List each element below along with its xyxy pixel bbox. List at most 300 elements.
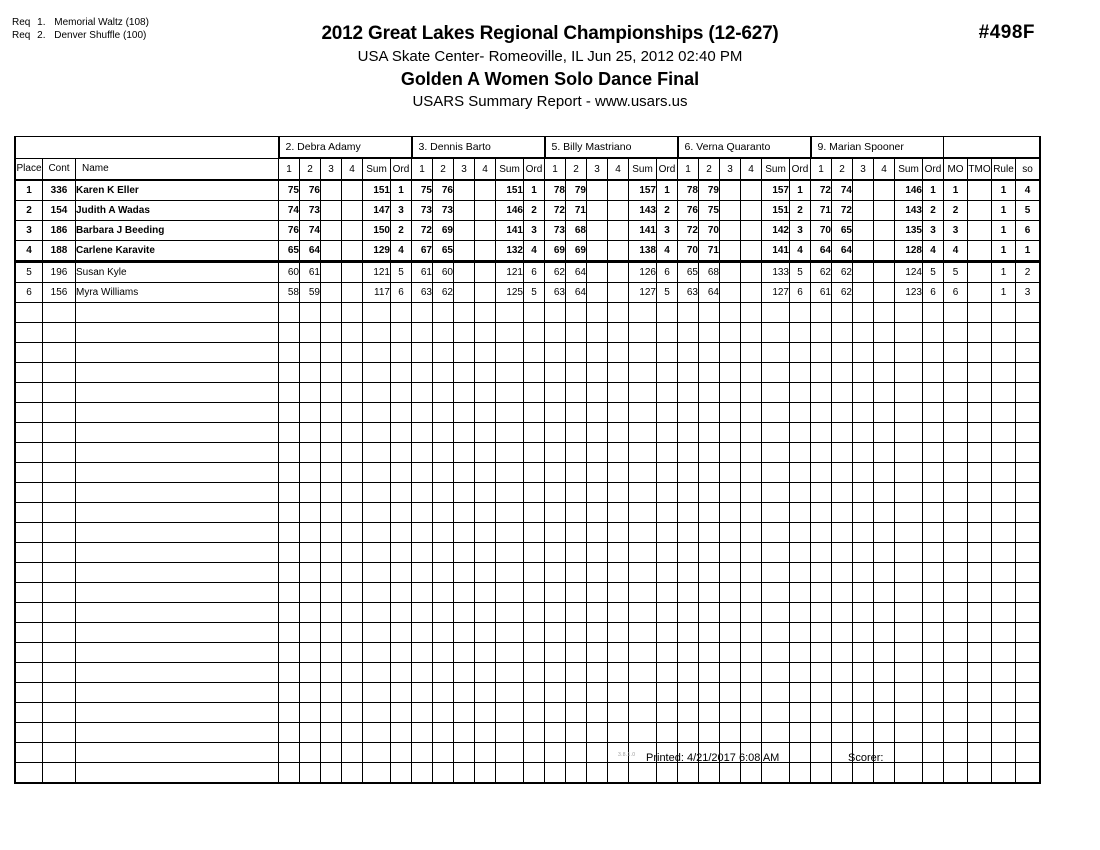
cell-mark-3-j3 [587,283,608,303]
empty-cell [720,723,741,743]
cell-mark-1-j4: 70 [678,241,699,262]
empty-cell [832,623,853,643]
cell-mark-3-j4 [720,201,741,221]
header-ord-j1: Ord [391,158,412,180]
tail-header-spacer [944,137,1041,159]
empty-cell [524,403,545,423]
empty-cell [790,423,811,443]
empty-cell [811,543,832,563]
judge-names-row [15,137,1040,159]
event-title: 2012 Great Lakes Regional Championships (12-627) [321,23,779,44]
empty-row [15,543,1040,563]
empty-cell [657,583,678,603]
empty-cell [587,403,608,423]
empty-cell [968,343,992,363]
empty-cell [587,523,608,543]
cell-ord-j1: 1 [391,180,412,201]
empty-cell [342,523,363,543]
empty-cell [433,763,454,784]
empty-cell [678,343,699,363]
empty-cell [992,383,1016,403]
empty-cell [853,443,874,463]
empty-cell [968,663,992,683]
empty-cell [475,383,496,403]
empty-cell [741,583,762,603]
cell-ord-j4: 3 [790,221,811,241]
empty-cell [790,623,811,643]
empty-cell [992,663,1016,683]
empty-cell [608,343,629,363]
empty-cell [853,623,874,643]
empty-cell [741,663,762,683]
empty-cell [720,423,741,443]
empty-cell [321,383,342,403]
judge-name-header-4: 6. Verna Quaranto [678,137,811,159]
empty-cell [678,323,699,343]
empty-cell [895,663,923,683]
empty-cell [629,763,657,784]
empty-cell [657,563,678,583]
requirement-label: Req [12,17,31,28]
empty-cell [342,623,363,643]
cell-mark-3-j4 [720,241,741,262]
empty-cell [853,383,874,403]
empty-row [15,523,1040,543]
judge-name-header-1: 2. Debra Adamy [279,137,412,159]
requirement-number: 2. [37,30,46,41]
empty-cell [321,763,342,784]
empty-cell [391,463,412,483]
empty-cell [1016,603,1041,623]
empty-cell [496,743,524,763]
empty-cell [790,343,811,363]
cell-mark-4-j2 [475,241,496,262]
empty-cell [475,523,496,543]
empty-cell [279,323,300,343]
empty-cell [391,303,412,323]
cell-mark-4-j2 [475,201,496,221]
empty-cell [391,443,412,463]
empty-cell [608,323,629,343]
cell-mark-4-j3 [608,262,629,283]
empty-cell [566,503,587,523]
empty-cell [762,383,790,403]
empty-cell [15,303,43,323]
empty-cell [629,723,657,743]
empty-cell [391,703,412,723]
empty-cell [853,303,874,323]
cell-mark-1-j1: 60 [279,262,300,283]
empty-cell [832,303,853,323]
empty-cell [853,403,874,423]
empty-cell [720,503,741,523]
empty-row [15,723,1040,743]
empty-cell [76,423,279,443]
header-rule: Rule [992,158,1016,180]
cell-mark-3-j2 [454,180,475,201]
empty-cell [43,603,76,623]
empty-cell [853,763,874,784]
empty-cell [923,463,944,483]
empty-cell [720,583,741,603]
cell-ord-j2: 6 [524,262,545,283]
cell-mark-1-j5: 62 [811,262,832,283]
empty-cell [811,423,832,443]
empty-cell [433,643,454,663]
empty-cell [342,303,363,323]
cell-mark-3-j1 [321,180,342,201]
empty-cell [832,343,853,363]
empty-cell [657,643,678,663]
cell-sum-j5: 135 [895,221,923,241]
cell-skater-name: Karen K Eller [76,180,279,201]
empty-row [15,703,1040,723]
empty-row [15,463,1040,483]
empty-cell [968,543,992,563]
empty-cell [874,383,895,403]
empty-cell [496,323,524,343]
empty-cell [496,383,524,403]
empty-cell [678,523,699,543]
empty-cell [15,343,43,363]
empty-cell [895,423,923,443]
empty-cell [832,443,853,463]
empty-cell [811,483,832,503]
empty-cell [279,543,300,563]
empty-cell [968,643,992,663]
empty-cell [15,743,43,763]
cell-skater-name: Barbara J Beeding [76,221,279,241]
empty-cell [608,523,629,543]
empty-cell [678,643,699,663]
empty-cell [43,403,76,423]
empty-cell [545,443,566,463]
empty-cell [992,743,1016,763]
empty-cell [895,303,923,323]
empty-cell [524,583,545,603]
cell-mark-1-j3: 72 [545,201,566,221]
empty-cell [391,523,412,543]
empty-cell [363,543,391,563]
empty-cell [699,583,720,603]
empty-cell [832,763,853,784]
empty-cell [923,583,944,603]
empty-cell [300,483,321,503]
empty-cell [811,443,832,463]
empty-cell [363,763,391,784]
empty-cell [895,723,923,743]
cell-mark-4-j4 [741,221,762,241]
empty-cell [1016,343,1041,363]
empty-cell [832,423,853,443]
empty-cell [853,703,874,723]
empty-cell [762,303,790,323]
cell-tmo [968,262,992,283]
empty-cell [433,743,454,763]
cell-mark-4-j2 [475,283,496,303]
empty-cell [741,483,762,503]
empty-cell [1016,723,1041,743]
empty-cell [496,643,524,663]
empty-cell [678,683,699,703]
cell-mark-2-j1: 59 [300,283,321,303]
empty-cell [992,583,1016,603]
cell-mark-1-j5: 71 [811,201,832,221]
empty-cell [496,543,524,563]
header-mark-1-j5: 1 [811,158,832,180]
empty-cell [874,663,895,683]
empty-cell [412,763,433,784]
empty-cell [454,303,475,323]
empty-cell [566,583,587,603]
empty-cell [433,343,454,363]
empty-cell [1016,383,1041,403]
empty-cell [321,503,342,523]
empty-cell [678,383,699,403]
empty-cell [853,723,874,743]
empty-cell [678,583,699,603]
empty-cell [321,483,342,503]
cell-mark-2-j1: 76 [300,180,321,201]
empty-cell [790,543,811,563]
empty-cell [629,443,657,463]
empty-cell [587,623,608,643]
empty-cell [762,683,790,703]
empty-cell [412,343,433,363]
cell-mark-3-j2 [454,201,475,221]
empty-cell [524,363,545,383]
empty-cell [1016,703,1041,723]
cell-ord-j5: 5 [923,262,944,283]
empty-cell [545,463,566,483]
header-mark-3-j3: 3 [587,158,608,180]
empty-cell [43,323,76,343]
empty-cell [741,363,762,383]
cell-ord-j5: 3 [923,221,944,241]
empty-cell [342,363,363,383]
empty-cell [321,443,342,463]
empty-cell [76,743,279,763]
requirement-number: 1. [37,17,46,28]
empty-cell [720,603,741,623]
empty-cell [629,503,657,523]
cell-place: 4 [15,241,43,262]
skater-row [15,283,1040,303]
empty-cell [762,443,790,463]
empty-cell [895,443,923,463]
empty-cell [678,403,699,423]
empty-cell [76,583,279,603]
empty-cell [412,483,433,503]
empty-cell [923,443,944,463]
empty-cell [923,663,944,683]
empty-cell [433,323,454,343]
empty-cell [923,503,944,523]
cell-mark-4-j3 [608,180,629,201]
empty-cell [321,683,342,703]
empty-cell [657,603,678,623]
empty-row [15,403,1040,423]
cell-sum-j3: 143 [629,201,657,221]
empty-cell [587,363,608,383]
cell-sum-j4: 141 [762,241,790,262]
empty-cell [1016,303,1041,323]
empty-cell [566,643,587,663]
empty-cell [608,643,629,663]
empty-cell [853,603,874,623]
empty-cell [76,683,279,703]
empty-cell [699,363,720,383]
empty-cell [391,423,412,443]
cell-mark-3-j1 [321,262,342,283]
empty-cell [43,643,76,663]
empty-cell [629,523,657,543]
empty-cell [608,423,629,443]
cell-so: 5 [1016,201,1041,221]
cell-mark-4-j4 [741,241,762,262]
empty-cell [944,523,968,543]
skater-row [15,201,1040,221]
empty-cell [629,563,657,583]
empty-cell [279,683,300,703]
empty-cell [874,303,895,323]
header-mark-4-j5: 4 [874,158,895,180]
empty-cell [1016,523,1041,543]
empty-cell [496,403,524,423]
empty-cell [895,463,923,483]
empty-cell [412,683,433,703]
empty-cell [454,343,475,363]
empty-row [15,363,1040,383]
cell-mark-3-j3 [587,201,608,221]
empty-cell [76,763,279,784]
cell-mark-1-j3: 73 [545,221,566,241]
cell-mark-1-j3: 78 [545,180,566,201]
header-mark-3-j5: 3 [853,158,874,180]
empty-cell [300,743,321,763]
empty-cell [811,523,832,543]
empty-cell [43,463,76,483]
empty-cell [832,323,853,343]
empty-cell [762,423,790,443]
empty-cell [895,583,923,603]
cell-so: 1 [1016,241,1041,262]
empty-cell [1016,563,1041,583]
cell-mark-1-j5: 64 [811,241,832,262]
empty-cell [454,543,475,563]
empty-cell [699,683,720,703]
empty-cell [790,663,811,683]
empty-cell [454,663,475,683]
empty-cell [433,503,454,523]
cell-mark-4-j1 [342,283,363,303]
empty-cell [699,463,720,483]
empty-cell [279,423,300,443]
empty-cell [657,343,678,363]
empty-cell [524,523,545,543]
empty-cell [811,303,832,323]
empty-cell [363,703,391,723]
empty-cell [895,623,923,643]
empty-cell [524,443,545,463]
cell-ord-j1: 3 [391,201,412,221]
empty-cell [832,643,853,663]
empty-cell [678,703,699,723]
report-header [0,22,1100,112]
empty-cell [895,323,923,343]
empty-cell [699,603,720,623]
empty-cell [454,703,475,723]
empty-cell [923,563,944,583]
empty-cell [545,763,566,784]
cell-tmo [968,283,992,303]
empty-cell [790,363,811,383]
cell-mark-2-j1: 61 [300,262,321,283]
empty-cell [566,323,587,343]
empty-cell [944,363,968,383]
empty-cell [944,643,968,663]
empty-cell [524,763,545,784]
empty-cell [944,343,968,363]
cell-mo: 2 [944,201,968,221]
cell-mark-2-j4: 64 [699,283,720,303]
header-mark-2-j2: 2 [433,158,454,180]
empty-cell [342,703,363,723]
empty-cell [279,563,300,583]
cell-mark-3-j1 [321,241,342,262]
empty-cell [454,523,475,543]
score-table [14,136,1041,784]
requirement-name: Memorial Waltz (108) [54,17,149,28]
empty-cell [1016,423,1041,443]
empty-cell [43,303,76,323]
empty-cell [342,503,363,523]
empty-row [15,603,1040,623]
empty-cell [657,523,678,543]
empty-cell [992,423,1016,443]
empty-cell [741,683,762,703]
empty-cell [923,423,944,443]
empty-cell [300,363,321,383]
empty-cell [454,623,475,643]
empty-cell [321,403,342,423]
empty-cell [992,623,1016,643]
empty-cell [968,683,992,703]
empty-cell [433,463,454,483]
empty-cell [76,503,279,523]
empty-cell [608,303,629,323]
empty-cell [720,623,741,643]
empty-row [15,623,1040,643]
cell-mark-2-j3: 64 [566,262,587,283]
empty-cell [923,643,944,663]
cell-mark-3-j5 [853,201,874,221]
empty-cell [475,723,496,743]
empty-cell [720,523,741,543]
empty-cell [895,643,923,663]
cell-mark-1-j3: 63 [545,283,566,303]
empty-cell [968,303,992,323]
empty-cell [968,703,992,723]
empty-cell [895,543,923,563]
empty-cell [811,723,832,743]
empty-cell [524,563,545,583]
empty-cell [608,383,629,403]
empty-cell [874,683,895,703]
cell-mark-2-j4: 71 [699,241,720,262]
cell-place: 5 [15,262,43,283]
judge-name-header-3: 5. Billy Mastriano [545,137,678,159]
